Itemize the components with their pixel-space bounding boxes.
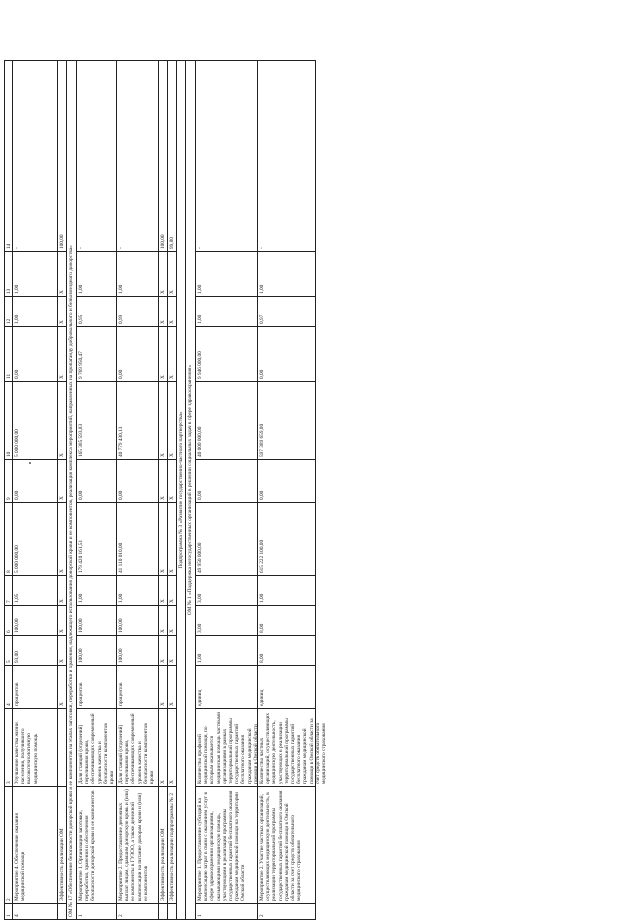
table-cell: X xyxy=(168,709,176,787)
table-cell: X xyxy=(168,460,176,503)
section-title: Подпрограмма № 3 «Развитие государственно-частного партнерства» xyxy=(177,60,185,920)
table-cell: X xyxy=(168,636,176,666)
table-cell: X xyxy=(168,503,176,576)
table-cell: Мероприятие 1. Организация заготовки, переработки, хранения и обеспечения безопасности донорской крови и ее компонентов xyxy=(77,787,116,904)
table-cell: - xyxy=(13,60,57,252)
header-cell: 14 xyxy=(5,60,12,252)
table-cell: X xyxy=(159,576,167,606)
table-cell: 0,00 xyxy=(77,460,116,503)
table-cell: единиц xyxy=(196,666,257,709)
table-cell: Мероприятие 1. Предоставление субсидий на компенсацию затрат в связи с оказанием услуг в сфере здравоохранения организациями, оказывающими медицинскую помощь, участвующими в реализации программы государственных гарантий бесплатного оказания гражданам медицинской помощи на территории Омской области xyxy=(196,787,257,904)
header-cell: 13 xyxy=(5,252,12,297)
table-cell: Мероприятие 2. Предоставление денежных выплат лицам, сдавшим донорскую кровь и (или) ее компоненты в ГУЗОО, а также денежной компенсации на питание донорам крови и (или) ее компонентов xyxy=(117,787,158,904)
header-cell: 12 xyxy=(5,297,12,327)
section-title: ОМ № 1 «Поддержка негосударственных организаций в решении социальных задач в сфере здравоохранения» xyxy=(186,60,195,920)
table-cell: процентов xyxy=(77,666,116,709)
table-cell: Улучшение качества жизни населения, получившего высокотехнологичную медицинскую помощь xyxy=(13,709,57,787)
table-cell: 1,00 xyxy=(13,252,57,297)
table-cell: X xyxy=(168,382,176,460)
table-cell: Эффективность реализации ОМ xyxy=(58,787,66,904)
table-cell: X xyxy=(168,606,176,636)
table-cell: Мероприятие 4. Обеспечение оказания медицинской помощи xyxy=(13,787,57,904)
table-cell: X xyxy=(159,606,167,636)
table-cell: X xyxy=(159,666,167,709)
table-cell: 100,00 xyxy=(77,606,116,636)
table-cell: процентов xyxy=(13,666,57,709)
table-cell: 100,00 xyxy=(77,636,116,666)
table-cell: 0,00 xyxy=(117,327,158,382)
table-cell: 5 000 000,00 xyxy=(13,382,57,460)
table-row xyxy=(196,60,258,920)
table-cell: 3,00 xyxy=(196,576,257,606)
table-cell: 0,97 xyxy=(258,297,315,327)
table-cell: X xyxy=(159,297,167,327)
table-cell xyxy=(58,904,66,920)
table-cell: X xyxy=(159,709,167,787)
table-cell: X xyxy=(58,327,66,382)
table-cell xyxy=(58,709,66,787)
table-cell: 100,00 xyxy=(117,606,158,636)
table-cell: Эффективность реализации ОМ xyxy=(159,787,167,904)
table-cell: 100,00 xyxy=(58,60,66,252)
table-cell: 2 xyxy=(258,904,315,920)
table-row xyxy=(77,60,117,920)
table-cell: 40 779 430,13 xyxy=(117,382,158,460)
table-cell: 597 389 659,00 xyxy=(258,382,315,460)
table-cell: 9 946 000,00 xyxy=(196,327,257,382)
table-cell: Мероприятие 2. Участие частных организаций, осуществляющих медицинскую деятельность, в реализации территориальной программы государственных гарантий бесплатного оказания гражданам медицинской помощи в Омской области за счет средств обязательного медицинского страхования xyxy=(258,787,315,904)
table-row xyxy=(168,60,177,920)
table-row xyxy=(159,60,168,920)
table-cell: 0,00 xyxy=(196,460,257,503)
table-cell: - xyxy=(117,60,158,252)
table-row xyxy=(258,60,328,920)
table-cell: 0,00 xyxy=(13,327,57,382)
section-row xyxy=(67,60,77,920)
table-cell: 4 xyxy=(13,904,57,920)
header-cell: 10 xyxy=(5,382,12,460)
table-cell: 1,00 xyxy=(196,252,257,297)
table-cell: X xyxy=(58,636,66,666)
table-cell: 41 110 010,00 xyxy=(117,503,158,576)
table-cell: 8,00 xyxy=(258,636,315,666)
table-cell: 179 420 161,51 xyxy=(77,503,116,576)
table-cell: 0,00 xyxy=(117,460,158,503)
table-cell: 0,00 xyxy=(13,460,57,503)
table-cell: 8,00 xyxy=(258,606,315,636)
table-cell: 0,99 xyxy=(117,297,158,327)
header-cell: 11 xyxy=(5,327,12,382)
section-row xyxy=(177,60,186,920)
table-cell: 2 xyxy=(117,904,158,920)
table-cell: X xyxy=(58,252,66,297)
table-cell: 1,05 xyxy=(13,576,57,606)
table-cell: 1,00 xyxy=(196,297,257,327)
table-cell: 100,00 xyxy=(117,636,158,666)
table-row xyxy=(58,60,67,920)
table-cell: X xyxy=(168,252,176,297)
table-cell: X xyxy=(159,636,167,666)
header-cell: 3 xyxy=(5,709,12,787)
table-cell: единиц xyxy=(258,666,315,709)
header-cell: 9 xyxy=(5,460,12,503)
table-cell: 3,00 xyxy=(196,606,257,636)
table-cell xyxy=(159,904,167,920)
table-cell: 40 000 000,00 xyxy=(196,382,257,460)
table-cell: 9 769 950,47 xyxy=(77,327,116,382)
table-cell: X xyxy=(159,460,167,503)
table-cell: X xyxy=(168,666,176,709)
table-cell: X xyxy=(58,503,66,576)
table-cell: X xyxy=(58,606,66,636)
table-cell: - xyxy=(77,60,116,252)
header-row xyxy=(4,60,13,920)
table-cell: 1,00 xyxy=(258,252,315,297)
table-cell: X xyxy=(58,666,66,709)
table-cell: 0,00 xyxy=(258,327,315,382)
table-cell: X xyxy=(168,327,176,382)
table-cell: Доля станций (отделений) переливания крови, обеспечивающих современный уровень качества и безопасности компонентов крови xyxy=(117,709,158,787)
table-cell: 165 385 593,83 xyxy=(77,382,116,460)
table-cell: 1,00 xyxy=(117,252,158,297)
table-cell: 1,00 xyxy=(13,297,57,327)
header-cell: 2 xyxy=(5,787,12,904)
table-cell: X xyxy=(58,460,66,503)
table-cell: 1 xyxy=(196,904,257,920)
table-cell: 100,00 xyxy=(159,60,167,252)
table-cell: 1,00 xyxy=(77,576,116,606)
header-cell: 5 xyxy=(5,636,12,666)
table-row xyxy=(13,60,58,920)
table-cell: X xyxy=(168,576,176,606)
table-cell xyxy=(168,904,176,920)
table-cell: 99,80 xyxy=(168,60,176,252)
table-cell: X xyxy=(159,252,167,297)
table-cell: 49 950 000,00 xyxy=(196,503,257,576)
header-cell: 4 xyxy=(5,666,12,709)
table-cell: Количество профилей медицинской помощи, по которым оказывается медицинская помощь частными организациями в рамках территориальной программы государственных гарантий бесплатного оказания гражданам медицинской помощи в Омской области xyxy=(196,709,257,787)
table-cell: X xyxy=(159,503,167,576)
table-cell: - xyxy=(258,60,315,252)
section-title: ОМ № 17 «Обеспечение безопасности донорской крови и ее компонентов на этапах заготовки, переработки и хранения, надлежащего использования донорской крови и ее компонентов, реализация комплекса мероприятий, направленных на пропаганду добровольного и безвозмездного донорства» xyxy=(67,60,76,920)
table-cell: 5 000 000,00 xyxy=(13,503,57,576)
table-cell: Эффективность реализации подпрограммы № 2 xyxy=(168,787,176,904)
table-cell: X xyxy=(159,382,167,460)
table-cell: X xyxy=(58,382,66,460)
table-cell: 1,00 xyxy=(77,252,116,297)
table-cell: 0,95 xyxy=(77,297,116,327)
table-cell: X xyxy=(58,576,66,606)
table-cell: 100,00 xyxy=(13,606,57,636)
header-cell: 8 xyxy=(5,503,12,576)
table-cell: 1,00 xyxy=(196,636,257,666)
header-cell: 1 xyxy=(5,904,12,920)
table-cell: 1,00 xyxy=(258,576,315,606)
table-cell: 1 xyxy=(77,904,116,920)
header-cell: 7 xyxy=(5,576,12,606)
table-cell: X xyxy=(168,297,176,327)
table-cell: - xyxy=(196,60,257,252)
table-cell: 615 222 100,00 xyxy=(258,503,315,576)
table-cell: X xyxy=(58,297,66,327)
table-row xyxy=(117,60,159,920)
table-cell: Доля станций (отделений) переливания крови, обеспечивающих современный уровень качества и безопасности компонентов крови xyxy=(77,709,116,787)
section-row xyxy=(186,60,196,920)
table-cell: процентов xyxy=(117,666,158,709)
table-cell: X xyxy=(159,327,167,382)
header-cell: 6 xyxy=(5,606,12,636)
table-cell: Количество частных организаций, осуществляющих медицинскую деятельность, участвующих в реализации территориальной программы государственных гарантий бесплатного оказания гражданам медицинской помощи в Омской области за счет средств обязательного медицинского страхования xyxy=(258,709,315,787)
rotated-table xyxy=(4,60,328,920)
table-cell: 0,00 xyxy=(258,460,315,503)
table-cell: 93,00 xyxy=(13,636,57,666)
table-cell: 1,00 xyxy=(117,576,158,606)
